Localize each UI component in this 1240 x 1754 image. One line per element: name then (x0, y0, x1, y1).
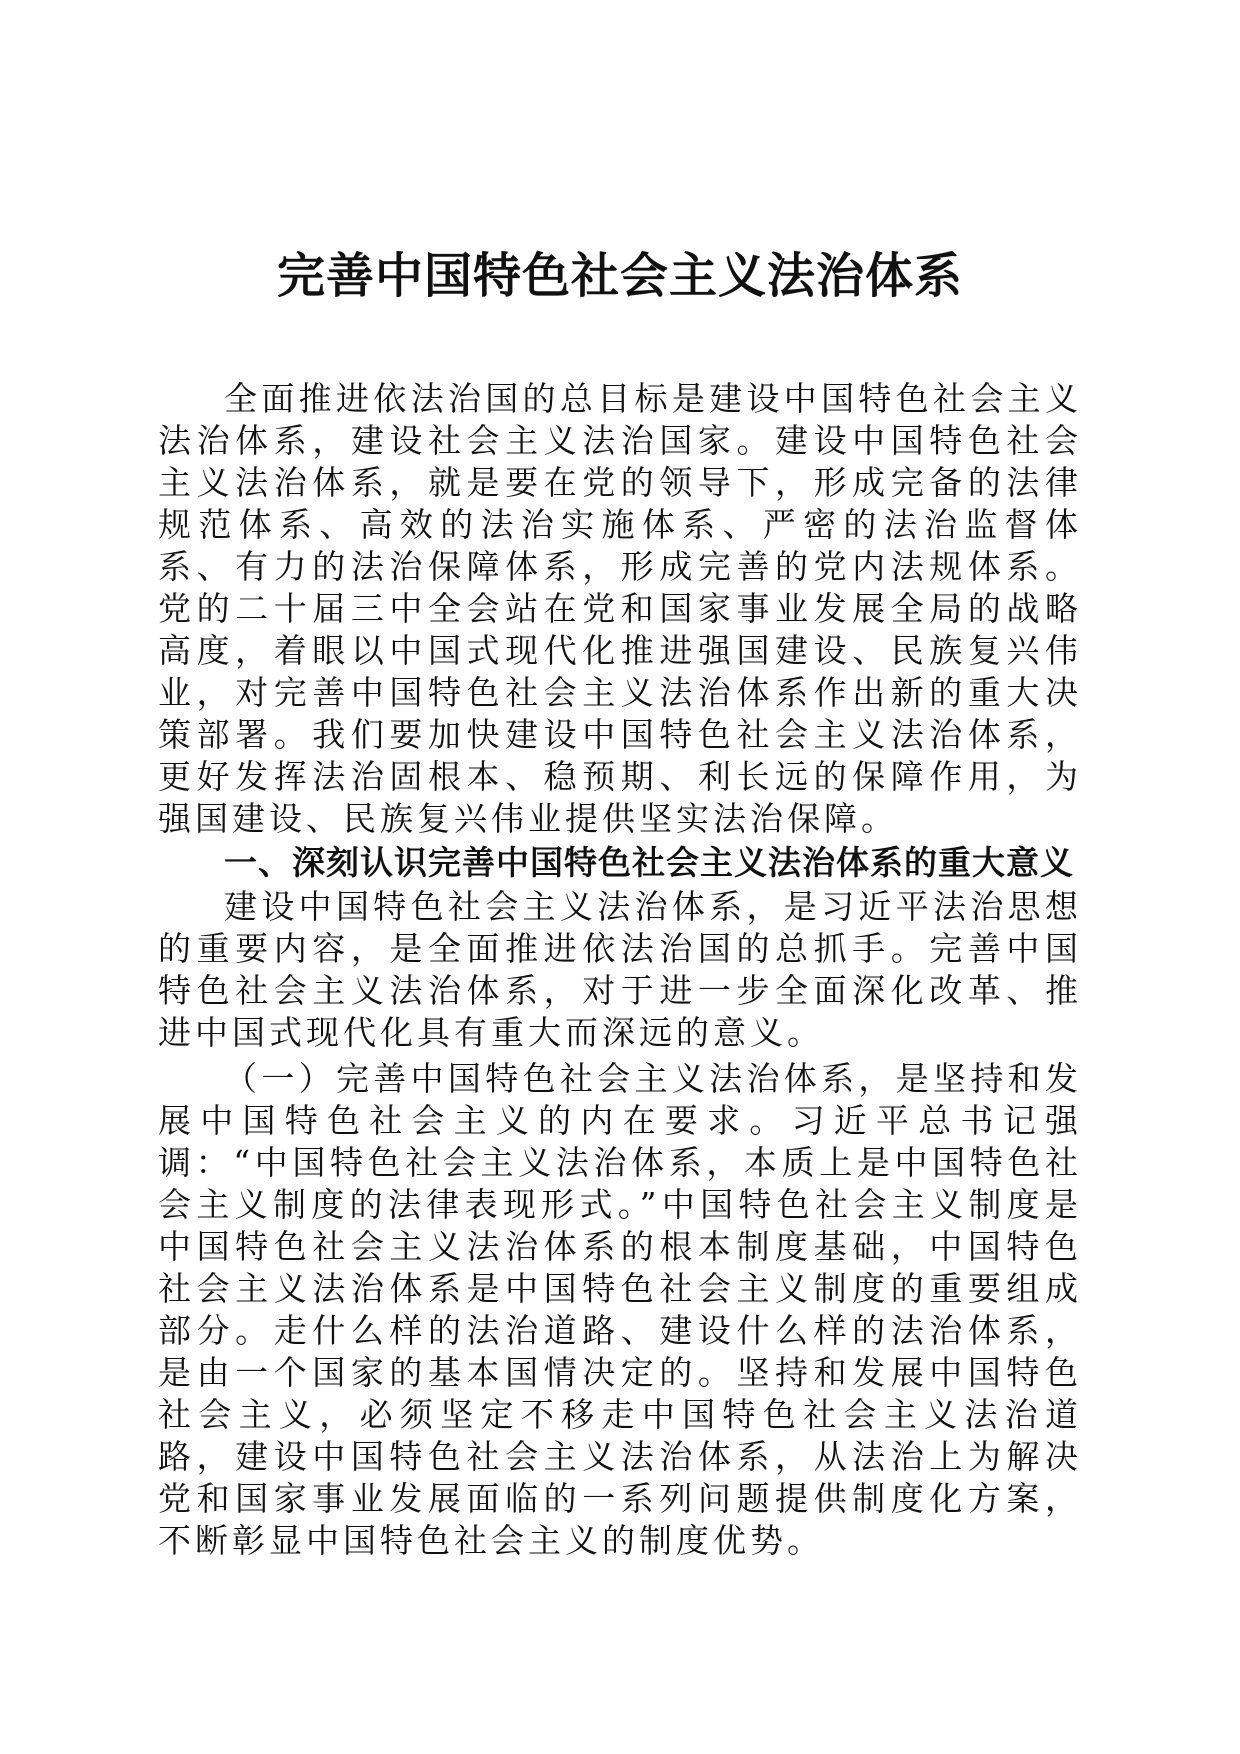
document-title: 完善中国特色社会主义法治体系 (276, 248, 963, 304)
intro-paragraph: 全面推进依法治国的总目标是建设中国特色社会主义法治体系，建设社会主义法治国家。建设中国特色社会主义法治体系，就是要在党的领导下，形成完备的法律规范体系、高效的法治实施体系、严密的法治监督体系、有力的法治保障体系，形成完善的党内法规体系。党的二十届三中全会站在党和国家事业发展全局的战略高度，着眼以中国式现代化推进强国建设、民族复兴伟业，对完善中国特色社会主义法治体系作出新的重大决策部署。我们要加快建设中国特色社会主义法治体系，更好发挥法治固根本、稳预期、利长远的保障作用，为强国建设、民族复兴伟业提供坚实法治保障。 (158, 379, 1082, 838)
section-paragraph: （一）完善中国特色社会主义法治体系，是坚持和发展中国特色社会主义的内在要求。习近平总书记强调：“中国特色社会主义法治体系，本质上是中国特色社会主义制度的法律表现形式。”中国特色社会主义制度是中国特色社会主义法治体系的根本制度基础，中国特色社会主义法治体系是中国特色社会主义制度的重要组成部分。走什么样的法治道路、建设什么样的法治体系，是由一个国家的基本国情决定的。坚持和发展中国特色社会主义，必须坚定不移走中国特色社会主义法治道路，建设中国特色社会主义法治体系，从法治上为解决党和国家事业发展面临的一系列问题提供制度化方案，不断彰显中国特色社会主义的制度优势。 (158, 1059, 1082, 1560)
document-body (158, 378, 1082, 1562)
section-paragraph: 建设中国特色社会主义法治体系，是习近平法治思想的重要内容，是全面推进依法治国的总抓手。完善中国特色社会主义法治体系，对于进一步全面深化改革、推进中国式现代化具有重大而深远的意义。 (158, 887, 1082, 1052)
section-heading: 一、深刻认识完善中国特色社会主义法治体系的重大意义 (224, 843, 1074, 882)
